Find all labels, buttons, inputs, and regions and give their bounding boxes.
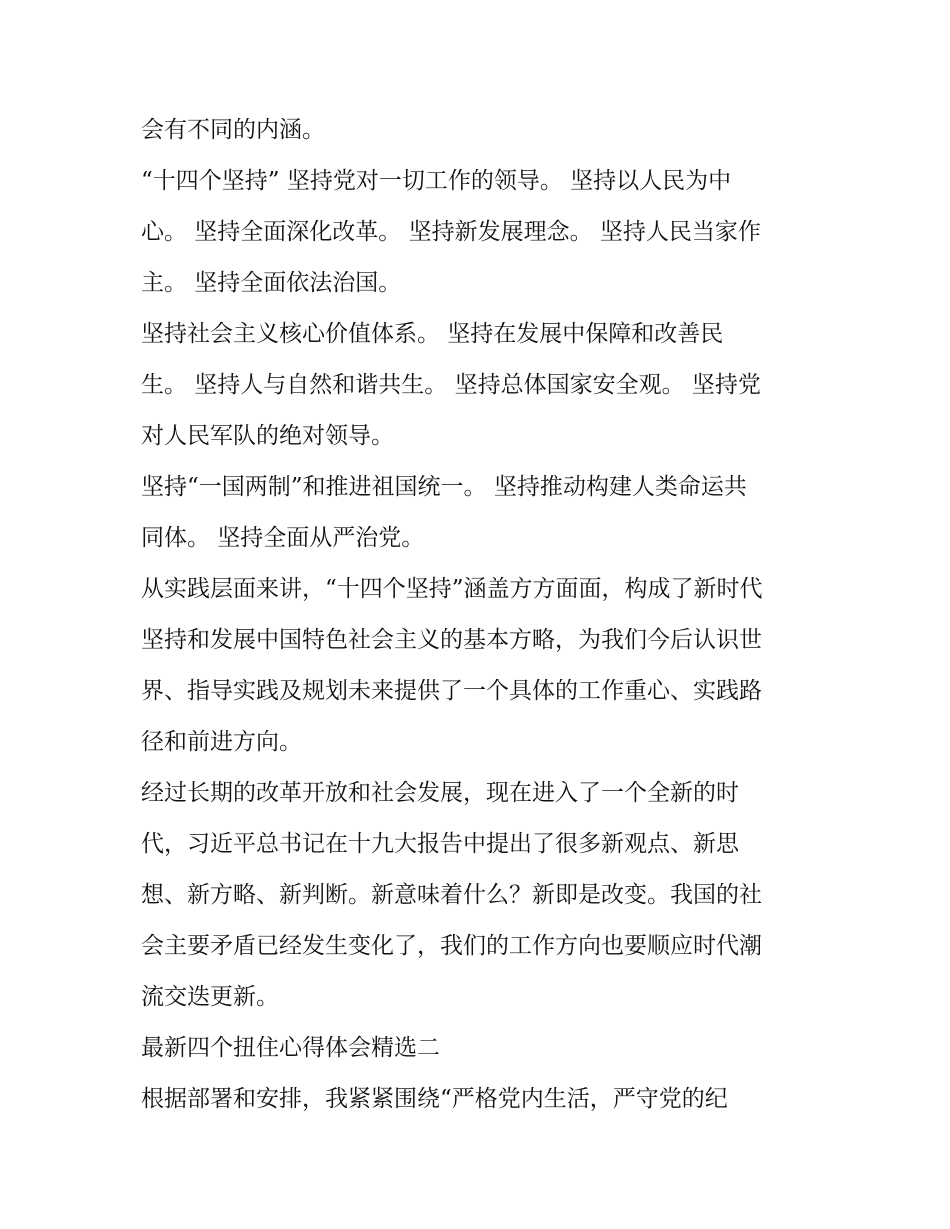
text-line: 从实践层面来讲，“十四个坚持”涵盖方方面面，构成了新时代 <box>141 576 763 602</box>
text-line: 流交迭更新。 <box>141 984 279 1010</box>
text-line: 坚持和发展中国特色社会主义的基本方略，为我们今后认识世 <box>141 627 762 653</box>
text-line: 对人民军队的绝对领导。 <box>141 423 394 449</box>
text-line: 径和前进方向。 <box>141 729 302 755</box>
text-line: 代，习近平总书记在十九大报告中提出了很多新观点、新思 <box>141 831 739 857</box>
text-line: 会有不同的内涵。 <box>141 117 325 143</box>
text-line: 主。 坚持全面依法治国。 <box>141 270 402 296</box>
document-body <box>141 105 821 1125</box>
text-line: 界、指导实践及规划未来提供了一个具体的工作重心、实践路 <box>141 678 762 704</box>
text-line: 坚持社会主义核心价值体系。 坚持在发展中保障和改善民 <box>141 321 724 347</box>
text-line: 经过长期的改革开放和社会发展，现在进入了一个全新的时 <box>141 780 739 806</box>
section-heading: 最新四个扭住心得体会精选二 <box>141 1035 440 1061</box>
text-line: 会主要矛盾已经发生变化了，我们的工作方向也要顺应时代潮 <box>141 933 762 959</box>
text-line: 同体。 坚持全面从严治党。 <box>141 525 425 551</box>
text-line: 根据部署和安排，我紧紧围绕“严格党内生活，严守党的纪 <box>141 1086 728 1112</box>
text-line: “十四个坚持” 坚持党对一切工作的领导。 坚持以人民为中 <box>141 168 732 194</box>
text-line: 坚持“一国两制”和推进祖国统一。 坚持推动构建人类命运共 <box>141 474 747 500</box>
text-line: 生。 坚持人与自然和谐共生。 坚持总体国家安全观。 坚持党 <box>141 372 761 398</box>
text-line: 想、新方略、新判断。新意味着什么？新即是改变。我国的社 <box>141 882 762 908</box>
text-line: 心。 坚持全面深化改革。 坚持新发展理念。 坚持人民当家作 <box>141 219 761 245</box>
